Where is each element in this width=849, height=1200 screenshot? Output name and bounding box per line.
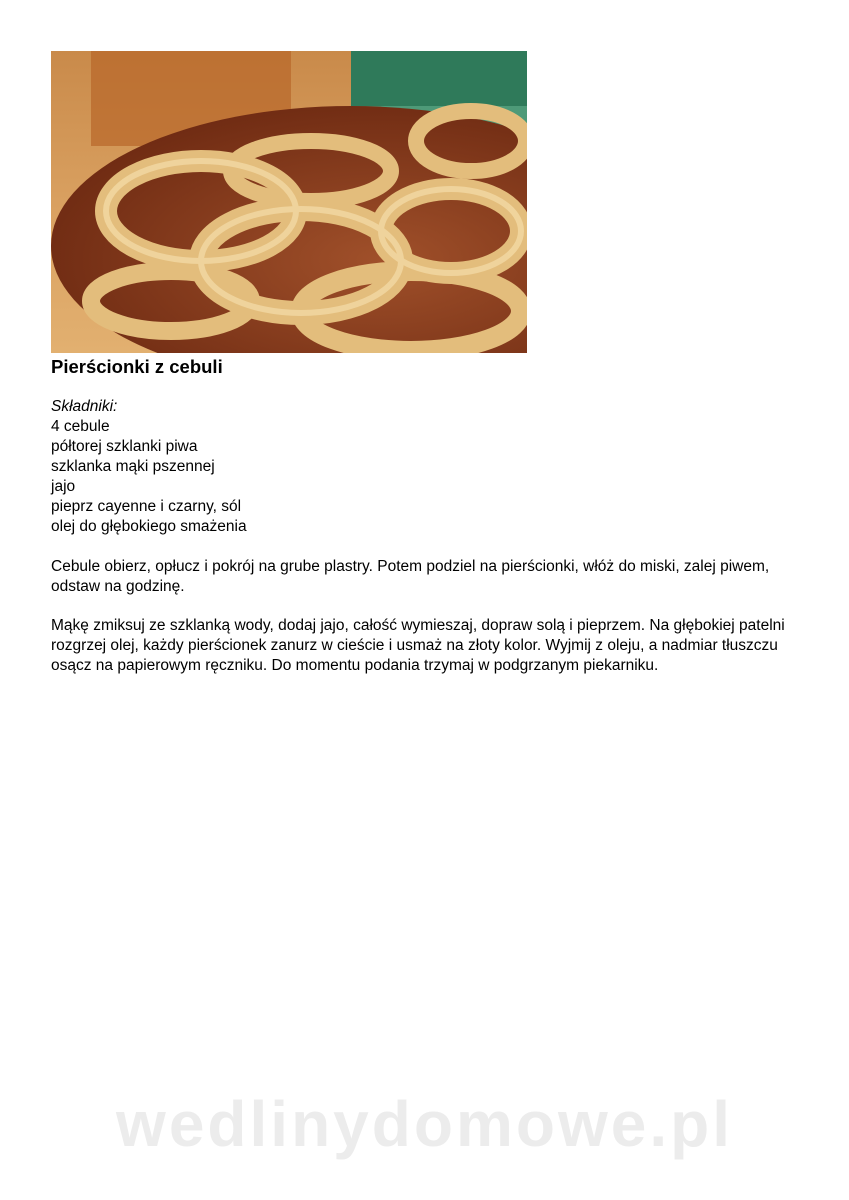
ingredients-label: Składniki:: [51, 398, 118, 415]
onion-rings-illustration: [51, 51, 527, 353]
ingredient-item: pieprz cayenne i czarny, sól: [51, 498, 242, 515]
instructions-paragraph-1: Cebule obierz, opłucz i pokrój na grube plastry. Potem podziel na pierścionki, włóż do miski, zalej piwem, odstaw na godzinę.: [51, 558, 770, 595]
ingredient-item: jajo: [51, 478, 76, 495]
onion-rings-photo: [51, 51, 527, 353]
recipe-title: Pierścionki z cebuli: [51, 356, 223, 377]
instructions-paragraph-2: Mąkę zmiksuj ze szklanką wody, dodaj jajo, całość wymieszaj, dopraw solą i pieprzem. Na głębokiej patelni rozgrzej olej, każdy pierścionek zanurz w cieście i usmaż na złoty kolor. Wyjmij z oleju, a nadmiar tłuszczu osącz na papierowym ręczniku. Do momentu podania trzymaj w podgrzanym piekarniku.: [51, 617, 785, 674]
site-watermark: wedlinydomowe.pl: [116, 1088, 733, 1160]
ingredients-list: [51, 417, 247, 537]
ingredient-item: półtorej szklanki piwa: [51, 438, 198, 455]
ingredients-section: [51, 397, 247, 537]
ingredient-item: 4 cebule: [51, 418, 110, 435]
ingredient-item: olej do głębokiego smażenia: [51, 518, 247, 535]
ingredient-item: szklanka mąki pszennej: [51, 458, 215, 475]
